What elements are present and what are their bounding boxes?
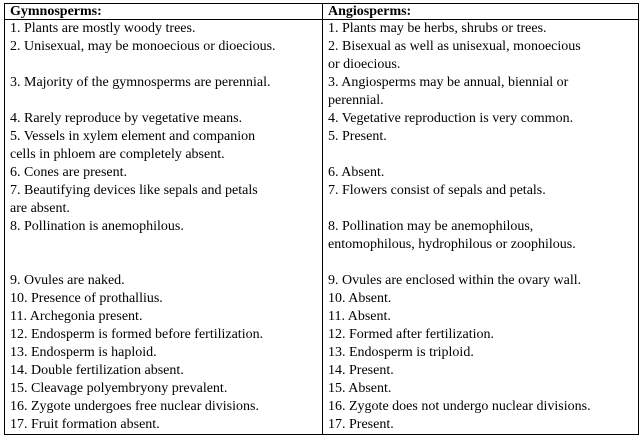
angiosperm-cell [323, 272, 639, 290]
cell-line: 10. Presence of prothallius. [10, 291, 163, 306]
angiosperm-cell [323, 74, 639, 110]
gymnosperm-cell [5, 308, 323, 326]
gymnosperm-cell [5, 344, 323, 362]
cell-line: 16. Zygote does not undergo nuclear divisions. [328, 399, 591, 414]
gymnosperm-cell [5, 218, 323, 272]
cell-line: 12. Formed after fertilization. [328, 327, 494, 342]
gymnosperm-cell [5, 416, 323, 435]
table-row [5, 326, 639, 344]
angiosperm-cell [323, 290, 639, 308]
table-row [5, 20, 639, 39]
table-row [5, 362, 639, 380]
gymnosperm-cell [5, 326, 323, 344]
table-row [5, 218, 639, 272]
cell-line: 5. Vessels in xylem element and companion [10, 129, 256, 144]
angiosperm-cell [323, 398, 639, 416]
angiosperm-cell [323, 20, 639, 39]
cell-line: 14. Present. [328, 363, 394, 378]
angiosperm-cell [323, 110, 639, 128]
table-row [5, 272, 639, 290]
angiosperm-cell [323, 164, 639, 182]
cell-line: are absent. [10, 201, 70, 216]
cell-line: 17. Present. [328, 417, 394, 432]
gymnosperm-cell [5, 272, 323, 290]
table-header-row [5, 4, 639, 20]
gymnosperm-cell [5, 182, 323, 218]
cell-line: 16. Zygote undergoes free nuclear divisions. [10, 399, 259, 414]
angiosperm-cell [323, 344, 639, 362]
table-row [5, 128, 639, 164]
angiosperm-cell [323, 218, 639, 272]
table-row [5, 398, 639, 416]
gymnosperm-cell [5, 362, 323, 380]
table-row [5, 164, 639, 182]
gymnosperm-cell [5, 398, 323, 416]
table-row [5, 380, 639, 398]
gymnosperm-cell [5, 380, 323, 398]
table-row [5, 38, 639, 74]
angiosperm-cell [323, 326, 639, 344]
cell-line: 4. Vegetative reproduction is very common. [328, 111, 574, 126]
header-angiosperms: Angiosperms: [323, 4, 639, 20]
cell-line: 14. Double fertilization absent. [10, 363, 184, 378]
angiosperm-cell [323, 380, 639, 398]
cell-line: 4. Rarely reproduce by vegetative means. [10, 111, 243, 126]
table-row [5, 182, 639, 218]
cell-line: 3. Angiosperms may be annual, biennial or [328, 75, 569, 90]
cell-line: 13. Endosperm is triploid. [328, 345, 474, 360]
cell-line: entomophilous, hydrophilous or zoophilous. [328, 237, 576, 252]
cell-line: 7. Flowers consist of sepals and petals. [328, 183, 546, 198]
table-body [5, 20, 639, 435]
angiosperm-cell [323, 38, 639, 74]
table-row [5, 308, 639, 326]
header-gymnosperms: Gymnosperms: [5, 4, 323, 20]
cell-line: 13. Endosperm is haploid. [10, 345, 157, 360]
angiosperm-cell [323, 182, 639, 218]
table-row [5, 344, 639, 362]
cell-line: 10. Absent. [328, 291, 392, 306]
cell-line: 12. Endosperm is formed before fertilization. [10, 327, 264, 342]
cell-line: perennial. [328, 93, 384, 108]
gymnosperm-cell [5, 290, 323, 308]
angiosperm-cell [323, 128, 639, 164]
table-row [5, 416, 639, 435]
cell-line: 1. Plants may be herbs, shrubs or trees. [328, 21, 547, 36]
cell-line: or dioecious. [328, 57, 401, 72]
cell-line: 11. Absent. [328, 309, 391, 324]
table-row [5, 290, 639, 308]
cell-line: 9. Ovules are enclosed within the ovary wall. [328, 273, 582, 288]
cell-line: 7. Beautifying devices like sepals and petals [10, 183, 258, 198]
gymnosperm-cell [5, 20, 323, 39]
comparison-table [4, 3, 639, 435]
gymnosperm-cell [5, 128, 323, 164]
angiosperm-cell [323, 416, 639, 435]
cell-line: 11. Archegonia present. [10, 309, 143, 324]
cell-line: 2. Bisexual as well as unisexual, monoecious [328, 39, 581, 54]
cell-line: 2. Unisexual, may be monoecious or dioecious. [10, 39, 276, 54]
table-row [5, 74, 639, 110]
gymnosperm-cell [5, 74, 323, 110]
cell-line: 6. Absent. [328, 165, 385, 180]
cell-line: 8. Pollination may be anemophilous, [328, 219, 534, 234]
gymnosperm-cell [5, 110, 323, 128]
cell-line: 9. Ovules are naked. [10, 273, 125, 288]
cell-line: 3. Majority of the gymnosperms are perennial. [10, 75, 271, 90]
table-row [5, 110, 639, 128]
cell-line: 15. Absent. [328, 381, 392, 396]
cell-line: 15. Cleavage polyembryony prevalent. [10, 381, 228, 396]
cell-line: 8. Pollination is anemophilous. [10, 219, 184, 234]
angiosperm-cell [323, 362, 639, 380]
cell-line: 6. Cones are present. [10, 165, 128, 180]
angiosperm-cell [323, 308, 639, 326]
cell-line: 5. Present. [328, 129, 387, 144]
cell-line: 1. Plants are mostly woody trees. [10, 21, 196, 36]
cell-line: cells in phloem are completely absent. [10, 147, 225, 162]
gymnosperm-cell [5, 164, 323, 182]
gymnosperm-cell [5, 38, 323, 74]
cell-line: 17. Fruit formation absent. [10, 417, 160, 432]
